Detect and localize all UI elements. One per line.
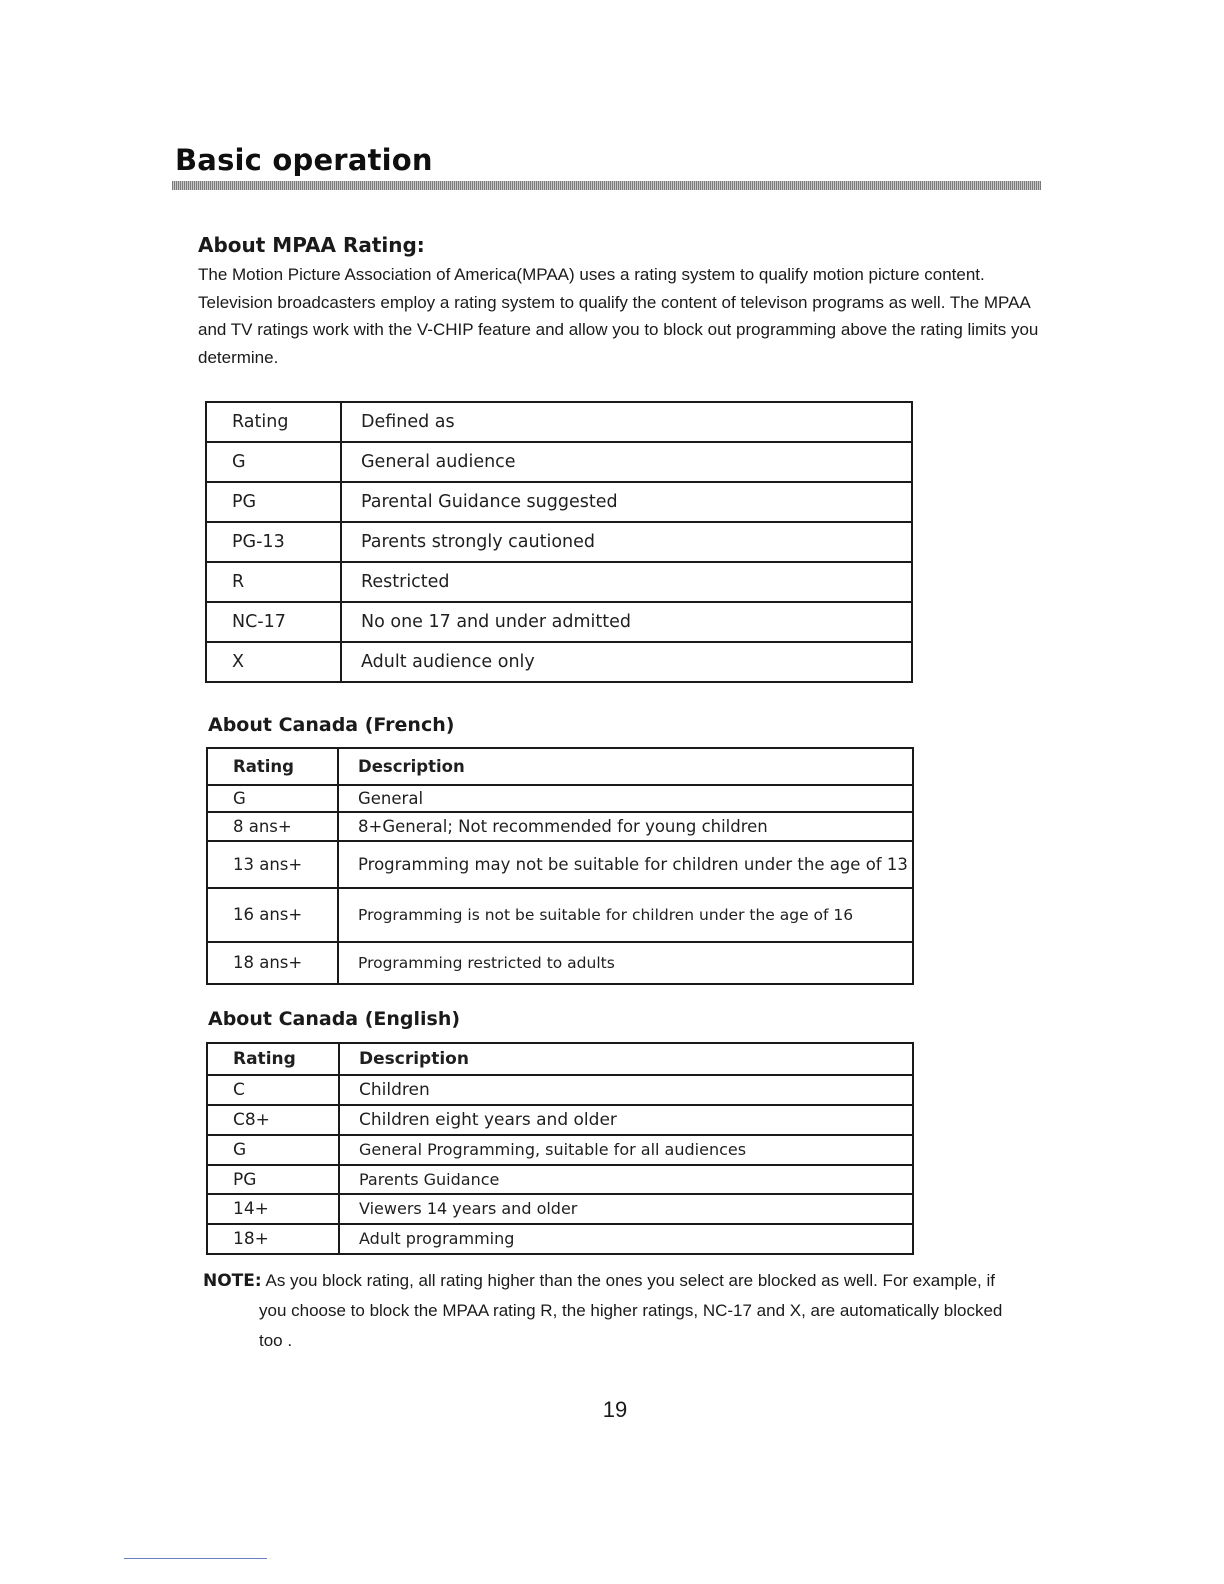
description-cell: 8+General; Not recommended for young children	[338, 812, 913, 841]
description-cell: Parents Guidance	[339, 1165, 913, 1194]
mpaa-intro-paragraph: The Motion Picture Association of America(MPAA) uses a rating system to qualify motion picture content. Television broadcasters employ a rating system to qualify the content of televison programs as well. The MPAA and TV ratings work with the V-CHIP feature and allow you to block out programming above the rating limits you determine.	[198, 265, 1039, 367]
note-text: As you block rating, all rating higher than the ones you select are blocked as well. For example, if you choose to block the MPAA rating R, the higher ratings, NC-17 and X, are automatically blocked too .	[259, 1271, 1003, 1350]
table-row	[207, 1224, 913, 1254]
table-row	[207, 812, 913, 841]
mpaa-rating-table	[205, 401, 913, 683]
rating-cell: PG	[207, 1165, 339, 1194]
header-cell: Description	[338, 748, 913, 785]
definition-cell: No one 17 and under admitted	[341, 602, 912, 642]
description-cell: Programming restricted to adults	[338, 942, 913, 984]
canada-english-heading: About Canada (English)	[208, 1008, 461, 1030]
description-cell: Programming may not be suitable for children under the age of 13	[338, 841, 913, 888]
rating-cell: G	[206, 442, 341, 482]
header-cell: Rating	[206, 402, 341, 442]
description-cell: General Programming, suitable for all audiences	[339, 1135, 913, 1165]
page-number: 19	[602, 1397, 628, 1422]
header-cell: Rating	[207, 748, 338, 785]
rating-cell: 8 ans+	[207, 812, 338, 841]
mpaa-heading: About MPAA Rating:	[198, 233, 425, 257]
table-row	[206, 602, 912, 642]
rating-cell: 16 ans+	[207, 888, 338, 942]
table-row	[206, 562, 912, 602]
description-cell: Viewers 14 years and older	[339, 1194, 913, 1224]
table-row	[207, 785, 913, 812]
table-row	[206, 442, 912, 482]
canada-french-table	[206, 747, 914, 985]
footer-rule	[124, 1558, 267, 1559]
table-header-row	[206, 402, 912, 442]
table-row	[207, 1165, 913, 1194]
canada-english-table	[206, 1042, 914, 1255]
page-title: Basic operation	[175, 143, 433, 177]
rating-cell: C	[207, 1075, 339, 1105]
definition-cell: General audience	[341, 442, 912, 482]
definition-cell: Restricted	[341, 562, 912, 602]
rating-cell: PG	[206, 482, 341, 522]
definition-cell: Parents strongly cautioned	[341, 522, 912, 562]
note-label: NOTE:	[203, 1271, 262, 1291]
table-row	[206, 482, 912, 522]
description-cell: Programming is not be suitable for children under the age of 16	[338, 888, 913, 942]
table-header-row	[207, 748, 913, 785]
description-cell: Adult programming	[339, 1224, 913, 1254]
rating-cell: R	[206, 562, 341, 602]
rating-cell: C8+	[207, 1105, 339, 1135]
header-cell: Rating	[207, 1043, 339, 1075]
table-row	[207, 1135, 913, 1165]
header-cell: Defined as	[341, 402, 912, 442]
table-row	[207, 942, 913, 984]
rating-cell: 14+	[207, 1194, 339, 1224]
rating-cell: PG-13	[206, 522, 341, 562]
table-row	[207, 888, 913, 942]
rating-cell: NC-17	[206, 602, 341, 642]
table-row	[207, 841, 913, 888]
rating-cell: G	[207, 1135, 339, 1165]
rating-cell: 18 ans+	[207, 942, 338, 984]
rating-cell: G	[207, 785, 338, 812]
description-cell: Children eight years and older	[339, 1105, 913, 1135]
rating-cell: 18+	[207, 1224, 339, 1254]
table-row	[207, 1105, 913, 1135]
description-cell: Children	[339, 1075, 913, 1105]
rating-cell: X	[206, 642, 341, 682]
header-cell: Description	[339, 1043, 913, 1075]
table-row	[206, 522, 912, 562]
description-cell: General	[338, 785, 913, 812]
table-row	[206, 642, 912, 682]
definition-cell: Parental Guidance suggested	[341, 482, 912, 522]
rating-cell: 13 ans+	[207, 841, 338, 888]
table-header-row	[207, 1043, 913, 1075]
definition-cell: Adult audience only	[341, 642, 912, 682]
canada-french-heading: About Canada (French)	[208, 714, 455, 736]
table-row	[207, 1075, 913, 1105]
note-paragraph	[203, 1266, 1019, 1356]
table-row	[207, 1194, 913, 1224]
title-underline	[172, 181, 1041, 190]
